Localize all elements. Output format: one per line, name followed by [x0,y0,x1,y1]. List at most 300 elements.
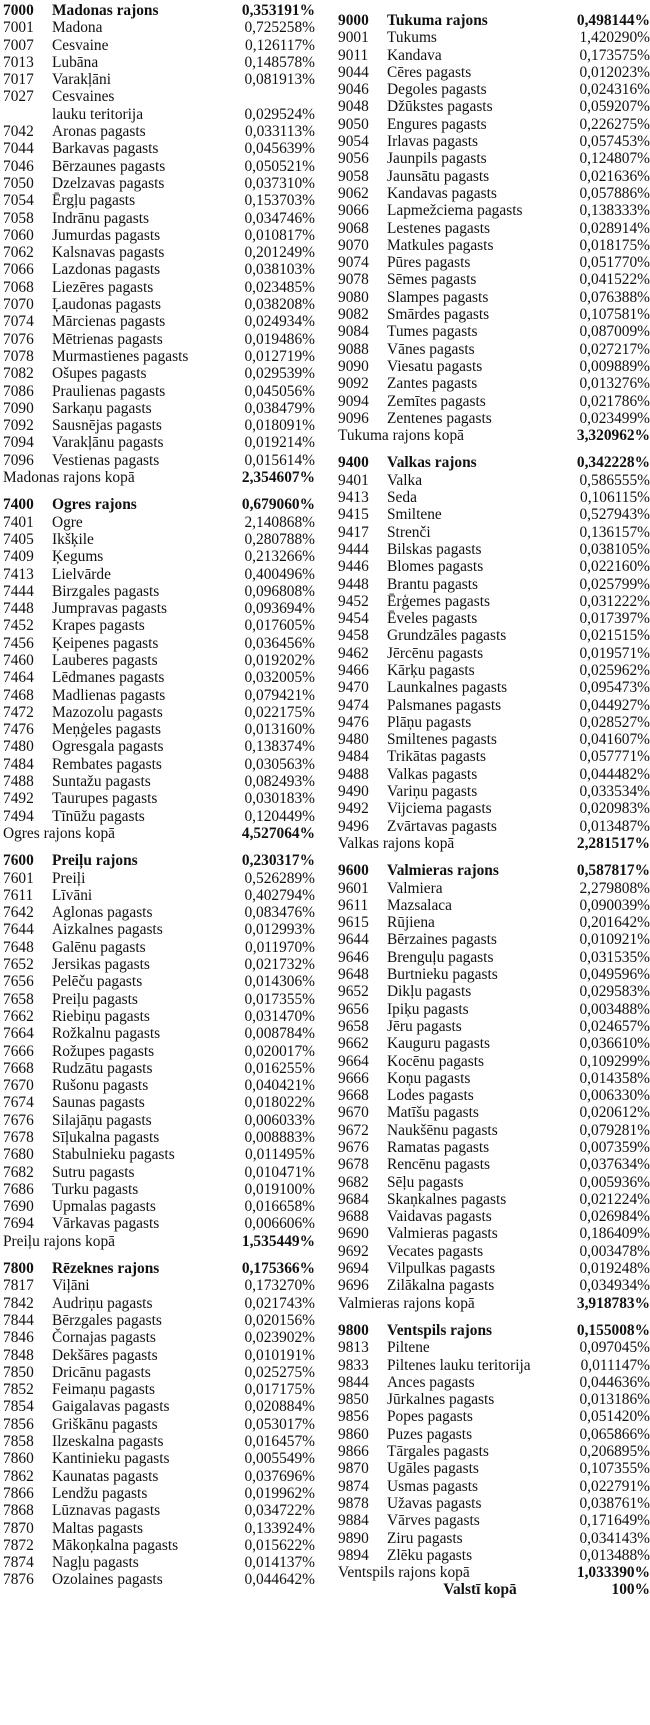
municipality-name: Lendžu pagasts [52,1484,148,1502]
municipality-share: 0,026984% [579,1208,650,1226]
table-row [3,383,315,400]
municipality-code: 9474 [338,696,369,714]
municipality-name: Ugāles pagasts [387,1460,479,1478]
municipality-code: 7094 [3,434,34,452]
municipality-name: Jēru pagasts [387,1017,462,1035]
table-row [3,887,315,904]
municipality-code: 7652 [3,956,34,974]
table-row [3,1008,315,1025]
municipality-code: 9092 [338,375,369,393]
table-row [338,645,650,662]
municipality-code: 9048 [338,98,369,116]
municipality-code: 7042 [3,123,34,141]
municipality-code: 9068 [338,219,369,237]
table-row [338,506,650,523]
municipality-code: 7850 [3,1363,34,1381]
table-row [3,738,315,755]
municipality-code: 7013 [3,53,34,71]
table-row [338,98,650,115]
municipality-share: 0,007359% [579,1139,650,1156]
municipality-share: 0,022791% [579,1477,650,1495]
municipality-code: 9692 [338,1242,369,1260]
district-total-label: Ventspils rajons kopā [338,1564,470,1582]
table-row [338,1053,650,1070]
municipality-share: 0,021786% [579,392,650,410]
table-row [338,1191,650,1208]
district-name: Ventspils rajons [387,1321,493,1339]
municipality-name: Ošupes pagasts [52,365,147,383]
municipality-share: 0,051770% [579,254,650,272]
municipality-code: 7452 [3,617,34,635]
municipality-share: 0,025962% [579,661,650,679]
table-row [3,37,315,54]
table-row [3,175,315,192]
municipality-share: 0,029583% [579,983,650,1001]
municipality-name: Engures pagasts [387,115,487,133]
table-row [3,261,315,278]
municipality-share: 0,020156% [244,1311,315,1329]
municipality-code: 9652 [338,983,369,1001]
table-row [338,1339,650,1356]
municipality-share: 1,420290% [579,29,650,47]
municipality-name: Puzes pagasts [387,1425,473,1443]
municipality-code: 7694 [3,1215,34,1233]
municipality-code: 9850 [338,1391,369,1409]
municipality-share: 0,020612% [579,1104,650,1122]
municipality-name: Sarkaņu pagasts [52,399,152,417]
district-share: 0,175366% [241,1260,315,1278]
district-section [338,1322,650,1599]
municipality-share: 0,006330% [579,1087,650,1105]
municipality-name: Jūrkalnes pagasts [387,1391,495,1409]
table-row [338,237,650,254]
municipality-code: 9470 [338,679,369,697]
municipality-share: 0,082493% [244,773,315,791]
table-row [338,1018,650,1035]
municipality-name: Ikšķile [52,530,94,548]
municipality-code: 7662 [3,1007,34,1025]
municipality-code: 9682 [338,1173,369,1191]
municipality-code: 7611 [3,886,34,904]
table-row [3,531,315,548]
municipality-name: Rūjiena [387,914,435,932]
municipality-code: 9672 [338,1121,369,1139]
municipality-code: 7642 [3,904,34,922]
municipality-name: Jaunsātu pagasts [387,167,490,185]
table-row [3,904,315,921]
municipality-name: Viesatu pagasts [387,357,483,375]
table-row [338,627,650,644]
municipality-share: 0,036456% [244,634,315,652]
municipality-share: 0,093694% [244,600,315,618]
municipality-name: Lielvārde [52,565,111,583]
table-row [338,914,650,931]
municipality-code: 9084 [338,323,369,341]
table-row [3,1146,315,1163]
district-code: 9400 [338,454,369,472]
municipality-share: 0,016255% [244,1059,315,1077]
municipality-name: Rembates pagasts [52,755,162,773]
municipality-share: 0,045639% [244,140,315,158]
municipality-name: Bērzaines pagasts [387,931,497,949]
table-row [338,393,650,410]
municipality-name: Audriņu pagasts [52,1294,153,1312]
municipality-name: Gaigalavas pagasts [52,1398,170,1416]
district-share: 0,679060% [241,496,315,514]
table-row [3,1433,315,1450]
municipality-code: 7682 [3,1163,34,1181]
table-row [338,1035,650,1052]
municipality-share: 0,017355% [244,990,315,1008]
municipality-share: 0,018175% [579,236,650,254]
municipality-share: 0,005936% [579,1173,650,1191]
district-total-row [3,1233,315,1250]
municipality-share: 0,051420% [579,1408,650,1426]
table-row [3,400,315,417]
municipality-code: 7092 [3,417,34,435]
municipality-name: Cēres pagasts [387,63,472,81]
municipality-name: Degoles pagasts [387,81,487,99]
municipality-share: 0,049596% [579,966,650,984]
municipality-share: 0,016658% [244,1198,315,1216]
municipality-share: 2,279808% [579,879,650,897]
table-row [3,1329,315,1346]
municipality-name: Ķegums [52,548,104,566]
table-row [338,271,650,288]
table-row [3,1181,315,1198]
municipality-share: 0,013488% [579,1546,650,1564]
municipality-share: 0,090039% [579,896,650,914]
municipality-name: Nagļu pagasts [52,1554,139,1572]
municipality-share: 0,226275% [579,115,650,133]
district-total-row [338,1295,650,1312]
municipality-code: 7401 [3,513,34,531]
municipality-name: Rudzātu pagasts [52,1059,153,1077]
municipality-share: 0,031470% [244,1007,315,1025]
municipality-code: 9646 [338,948,369,966]
district-section [338,862,650,1312]
municipality-name: Kauguru pagasts [387,1035,491,1053]
municipality-name: Bilskas pagasts [387,540,482,558]
municipality-share: 0,023485% [244,278,315,296]
municipality-code: 9458 [338,627,369,645]
municipality-code: 9054 [338,133,369,151]
municipality-name: Kārķu pagasts [387,661,475,679]
municipality-code: 9670 [338,1104,369,1122]
municipality-share: 0,013487% [579,817,650,835]
table-row [338,202,650,219]
municipality-code: 9690 [338,1225,369,1243]
municipality-share: 0,126117% [245,36,315,54]
municipality-name: Mazsalaca [387,896,452,914]
district-header-row [3,2,315,19]
municipality-share: 0,041607% [579,731,650,749]
table-row [3,313,315,330]
table-row [3,210,315,227]
district-code: 7600 [3,852,34,870]
municipality-share: 0,020884% [244,1398,315,1416]
municipality-name: Džūkstes pagasts [387,98,493,116]
municipality-share: 0,076388% [579,288,650,306]
table-row [338,558,650,575]
municipality-share: 0,016457% [244,1433,315,1451]
table-row [3,790,315,807]
municipality-code: 7842 [3,1294,34,1312]
municipality-code: 9058 [338,167,369,185]
municipality-share: 0,057771% [579,748,650,766]
municipality-name: Liezēres pagasts [52,278,154,296]
municipality-code: 7690 [3,1198,34,1216]
municipality-code: 9082 [338,306,369,324]
municipality-share: 0,018022% [244,1094,315,1112]
municipality-share: 0,031222% [579,592,650,610]
municipality-name: Vijciema pagasts [387,800,492,818]
table-row [3,106,315,123]
municipality-share: 0,020017% [244,1042,315,1060]
municipality-share: 0,011147% [580,1356,650,1374]
municipality-name: Ļaudonas pagasts [52,296,161,314]
table-row [3,1347,315,1364]
table-row [338,375,650,392]
municipality-code: 9656 [338,1000,369,1018]
municipality-share: 0,019214% [244,434,315,452]
municipality-code: 7817 [3,1277,34,1295]
table-row [3,1364,315,1381]
municipality-code: 7680 [3,1146,34,1164]
municipality-name: Smiltene [387,506,442,524]
municipality-share: 0,044636% [579,1373,650,1391]
municipality-name: Kaunatas pagasts [52,1467,159,1485]
municipality-name: Koņu pagasts [387,1069,471,1087]
table-row [338,133,650,150]
district-total-label: Valmieras rajons kopā [338,1294,475,1312]
municipality-code: 9096 [338,409,369,427]
municipality-share: 0,079421% [244,686,315,704]
municipality-share: 0,041522% [579,271,650,289]
district-total-row [3,825,315,842]
table-row [338,254,650,271]
municipality-name: Dikļu pagasts [387,983,472,1001]
right-column [338,0,650,1599]
municipality-name: Grundzāles pagasts [387,627,507,645]
municipality-name: Varakļāni [52,71,111,89]
municipality-share: 0,044482% [579,765,650,783]
municipality-name: Lubāna [52,53,99,71]
municipality-name: Ilzeskalna pagasts [52,1433,164,1451]
municipality-share: 0,133924% [244,1519,315,1537]
municipality-share: 0,030183% [244,790,315,808]
grand-total-value: 100% [611,1581,650,1599]
municipality-code: 9662 [338,1035,369,1053]
table-row [338,29,650,46]
municipality-share: 0,008883% [244,1129,315,1146]
municipality-share: 0,021732% [244,956,315,974]
table-row [338,1104,650,1121]
municipality-share: 0,097045% [579,1339,650,1357]
municipality-name: Dricānu pagasts [52,1363,151,1381]
municipality-name: Kocēnu pagasts [387,1052,485,1070]
municipality-name: Jumurdas pagasts [52,226,161,244]
municipality-code: 7872 [3,1536,34,1554]
table-row [338,168,650,185]
table-row [3,1450,315,1467]
municipality-name: Varakļānu pagasts [52,434,164,452]
table-row [3,19,315,36]
municipality-share: 0,015622% [244,1536,315,1554]
municipality-share: 0,018091% [244,417,315,435]
municipality-share: 0,037634% [579,1156,650,1174]
table-row [3,434,315,451]
municipality-code: 7876 [3,1571,34,1589]
municipality-code: 9878 [338,1494,369,1512]
municipality-code: 9488 [338,765,369,783]
municipality-share: 0,201249% [244,244,315,262]
municipality-name: Matīšu pagasts [387,1104,479,1122]
table-row [338,1243,650,1260]
municipality-name: Stabulnieku pagasts [52,1146,175,1164]
municipality-name: Sutru pagasts [52,1163,135,1181]
table-row [3,88,315,105]
municipality-code: 9844 [338,1373,369,1391]
municipality-name: Usmas pagasts [387,1477,479,1495]
table-row [338,410,650,427]
municipality-code: 7090 [3,399,34,417]
municipality-code: 7472 [3,703,34,721]
municipality-name: lauku teritorija [52,105,144,123]
municipality-name: Kantinieku pagasts [52,1450,170,1468]
municipality-share: 0,021515% [579,627,650,645]
municipality-code: 7488 [3,773,34,791]
municipality-name: Ēveles pagasts [387,610,478,628]
municipality-code: 7658 [3,990,34,1008]
municipality-name: Krapes pagasts [52,617,145,635]
table-row [338,81,650,98]
table-row [338,897,650,914]
table-row [3,1112,315,1129]
municipality-share: 0,017175% [244,1381,315,1399]
table-row [338,289,650,306]
municipality-share: 0,402794% [244,886,315,904]
municipality-code: 9813 [338,1339,369,1357]
municipality-code: 7468 [3,686,34,704]
municipality-name: Aglonas pagasts [52,904,153,922]
municipality-share: 2,140868% [244,513,315,531]
table-row [338,1426,650,1443]
municipality-share: 0,034143% [579,1529,650,1547]
table-row [338,64,650,81]
municipality-name: Ērģemes pagasts [387,592,491,610]
municipality-name: Maltas pagasts [52,1519,144,1537]
municipality-share: 0,057886% [579,184,650,202]
municipality-name: Tukums [387,29,437,47]
municipality-name: Lazdonas pagasts [52,261,161,279]
municipality-code: 7476 [3,721,34,739]
district-total-row [338,427,650,444]
municipality-name: Dekšāres pagasts [52,1346,158,1364]
district-share: 0,353191% [241,2,315,19]
table-row [338,150,650,167]
table-row [3,123,315,140]
municipality-name: Madona [52,19,103,37]
municipality-name: Valka [387,471,423,489]
municipality-share: 0,025275% [244,1363,315,1381]
municipality-share: 0,173575% [579,46,650,64]
municipality-name: Sīļukalna pagasts [52,1129,160,1146]
district-total-label: Ogres rajons kopā [3,824,115,842]
district-section [3,2,315,486]
municipality-name: Mētrienas pagasts [52,330,163,348]
municipality-name: Birzgales pagasts [52,582,160,600]
municipality-name: Matkules pagasts [387,236,494,254]
municipality-share: 0,021224% [579,1190,650,1208]
municipality-name: Zemītes pagasts [387,392,486,410]
table-row [3,1198,315,1215]
municipality-share: 0,019962% [244,1484,315,1502]
municipality-name: Viļāni [52,1277,90,1295]
municipality-share: 0,019571% [579,644,650,662]
municipality-name: Slampes pagasts [387,288,489,306]
municipality-code: 7494 [3,807,34,825]
municipality-name: Vārves pagasts [387,1512,480,1530]
municipality-code: 9644 [338,931,369,949]
table-row [338,576,650,593]
municipality-share: 0,024657% [579,1017,650,1035]
municipality-name: Vestienas pagasts [52,451,160,469]
municipality-name: Launkalnes pagasts [387,679,508,697]
municipality-code: 7046 [3,157,34,175]
table-row [338,679,650,696]
municipality-share: 0,010817% [244,226,315,244]
municipality-share: 0,106115% [580,489,650,507]
municipality-share: 0,014137% [244,1554,315,1572]
municipality-code: 7852 [3,1381,34,1399]
municipality-code: 9890 [338,1529,369,1547]
table-row [3,617,315,634]
municipality-code: 9074 [338,254,369,272]
municipality-name: Seda [387,489,417,507]
municipality-code: 7676 [3,1111,34,1129]
municipality-share: 0,083476% [244,904,315,922]
municipality-name: Vārkavas pagasts [52,1215,160,1233]
table-row [338,931,650,948]
municipality-share: 0,029524% [244,105,315,123]
table-row [3,1502,315,1519]
municipality-name: Galēnu pagasts [52,938,146,956]
municipality-code: 7060 [3,226,34,244]
municipality-share: 0,014358% [579,1069,650,1087]
municipality-share: 0,028914% [579,219,650,237]
municipality-name: Mākoņkalna pagasts [52,1536,179,1554]
municipality-code: 9454 [338,610,369,628]
municipality-share: 0,124807% [579,150,650,168]
municipality-name: Popes pagasts [387,1408,473,1426]
municipality-code: 7017 [3,71,34,89]
municipality-name: Ziru pagasts [387,1529,463,1547]
municipality-name: Lodes pagasts [387,1087,474,1105]
table-row [3,870,315,887]
municipality-code: 9444 [338,540,369,558]
municipality-share: 0,024316% [579,81,650,99]
municipality-code: 7096 [3,451,34,469]
table-row [3,140,315,157]
table-row [3,1312,315,1329]
municipality-share: 0,173270% [244,1277,315,1295]
municipality-code: 7070 [3,296,34,314]
municipality-code: 9860 [338,1425,369,1443]
municipality-code: 7054 [3,192,34,210]
table-row [3,365,315,382]
municipality-share: 0,019202% [244,651,315,669]
